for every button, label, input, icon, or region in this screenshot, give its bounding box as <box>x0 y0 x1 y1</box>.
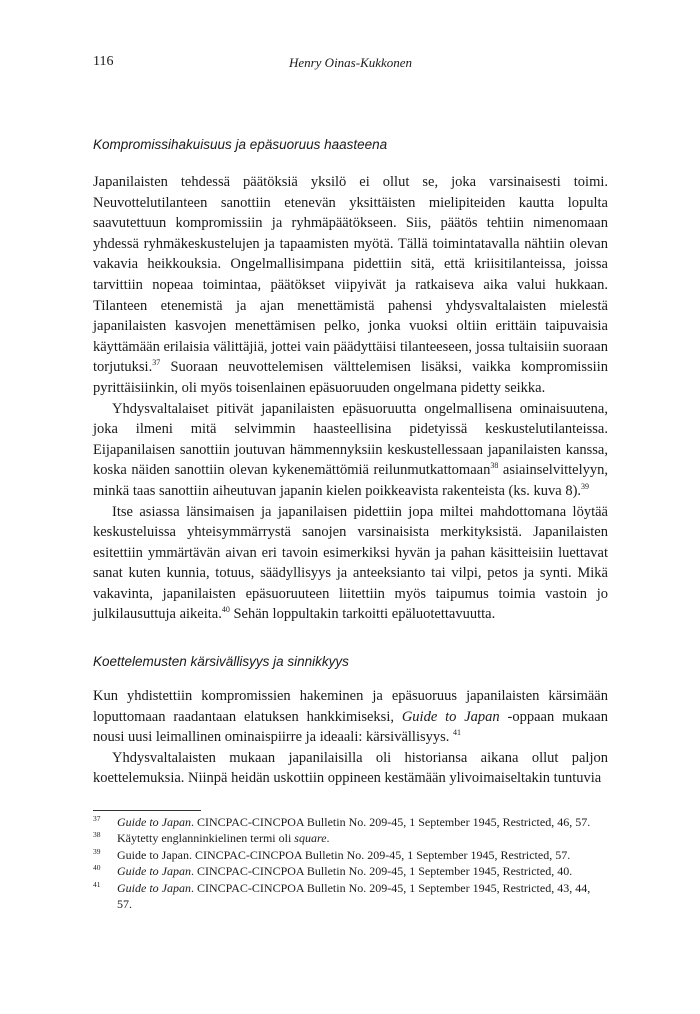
footnote-text: Käytetty englanninkielinen termi oli <box>117 831 295 846</box>
paragraph <box>93 686 608 748</box>
paragraph-text: Suoraan neuvottelemisen välttelemisen lisäksi, vaikka kompromissiin pyrittäisiinkin, oli myös toisenlainen epäsuoruuden ongelmana pidetty seikka. <box>93 359 608 396</box>
footnote <box>93 847 608 863</box>
footnote-text: . CINCPAC-CINCPOA Bulletin No. 209-45, 1 September 1945, Restricted, 46, 57. <box>191 815 591 829</box>
running-title: Henry Oinas-Kukkonen <box>288 55 413 70</box>
footnote-number: 41 <box>93 879 101 889</box>
footnote-ref[interactable]: 39 <box>581 481 590 491</box>
footnote-text: Guide to Japan. CINCPAC-CINCPOA Bulletin No. 209-45, 1 September 1945, Restricted, 57. <box>117 847 571 862</box>
footnote <box>93 830 608 846</box>
paragraph-text: Yhdysvaltalaiset pitivät japanilaisten epäsuoruutta ongelmallisena ominaisuutena, joka ilmeni mitä selvimmin haasteellisina pidetyissä keskustelutilanteissa. Eijapanilaisen sanottiin joutuvan hämmennyksiin keskustellessaan japanilaisten kanssa, koska näiden sanottiin olevan kykenemättömiä reilunmutkattomaan <box>93 400 608 479</box>
footnote-italic: Guide to Japan <box>117 815 191 829</box>
paragraph-text: Yhdysvaltalaisten mukaan japanilaisilla oli historiansa aikana ollut paljon koettelemuksia. Niinpä heidän uskottiin oppineen kestämään ylivoimaiseltakin tuntuvia <box>93 749 608 787</box>
footnote-text: . CINCPAC-CINCPOA Bulletin No. 209-45, 1 September 1945, Restricted, 40. <box>191 864 573 879</box>
section-heading-2: Koettelemusten kärsivällisyys ja sinnikkyys <box>93 654 349 669</box>
footnote-number: 40 <box>93 863 101 873</box>
footnote-italic: square <box>294 831 327 846</box>
paragraph-text: Sehän loppultakin tarkoitti epäluotettavuutta. <box>229 606 496 623</box>
paragraph <box>93 748 608 789</box>
footnote-italic: Guide to Japan <box>117 880 191 895</box>
footnote-ref[interactable]: 41 <box>453 728 462 738</box>
paragraph-text: Itse asiassa länsimaisen ja japanilaisen pidettiin jopa miltei mahdottomana löytää keskusteluissa yhteisymmärrystä sanojen varsinaisista merkityksistä. Japanilaisten esitettiin ymmärtävän aivan eri tavoin esimerkiksi hyvän ja pahan käsitteisiin luettavat sanat kuten kunnia, totuus, säädyllisyys ja anteeksianto tai vilpi, petos ja synti. Mikä vakavinta, japanilaisten epäsuoruuteen liitettiin myös taipumus toimia vastoin jo julkilausuttuja aikeita. <box>93 503 608 623</box>
footnote-number: 38 <box>93 830 101 840</box>
footnote-ref[interactable]: 40 <box>221 605 230 615</box>
footnote-number: 37 <box>93 814 101 823</box>
footnote-italic: Guide to Japan <box>117 864 191 879</box>
paragraph-text: Kun yhdistettiin kompromissien hakeminen ja epäsuoruus japanilaisten kärsimään loputtomaan raadantaan elatuksen hankkimiseksi, <box>93 688 608 725</box>
footnote <box>93 880 608 913</box>
section-body-2 <box>93 686 608 789</box>
paragraph <box>93 172 608 399</box>
footnote-text: . <box>326 831 330 846</box>
paragraph <box>93 502 608 626</box>
page-header <box>93 54 608 74</box>
paragraph-text: asiainselvittelyyn, minkä taas sanottiin aiheutuvan japanin kielen poikkeavista rakenteista (ks. kuva 8). <box>93 462 608 499</box>
footnote-text: . CINCPAC-CINCPOA Bulletin No. 209-45, 1 September 1945, Restricted, 43, 44, 57. <box>117 880 591 912</box>
section-body-1 <box>93 172 608 625</box>
footnote <box>93 863 608 879</box>
paragraph-text: Japanilaisten tehdessä päätöksiä yksilö ei ollut se, joka varsinaisesti toimi. Neuvottelutilanteen sanottiin etenevän yksittäisten mielipiteiden kautta lopulta saavutettuun kompromissiin ja ryhmäpäätökseen. Siis, päätös tehtiin nimenomaan yhdessä ryhmäkeskustelujen ja tapaamisten myötä. Tällä toimintatavalla nähtiin olevan vakavia heikkouksia. Ongelmallisimpana pidettiin sitä, että kriisitilanteissa, joissa tarvittiin nopeaa toimintaa, päätökset viipyivät ja ratkaiseva aika valui hukkaan. Tilanteen etenemistä ja ajan menettämistä pahensi yhdysvaltalaisten mielestä japanilaisten kasvojen menettämisen pelko, jonka vuoksi oltiin erittäin taipuvaisia käyttämään erilaisia välittäjiä, jottei vain päädyttäisi tilanteeseen, jossa tultaisiin suoraan torjutuksi. <box>93 174 608 376</box>
footnote-number: 39 <box>93 846 101 856</box>
page-number: 116 <box>93 54 114 69</box>
italic-title: Guide to Japan <box>401 708 500 725</box>
section-heading-1: Kompromissihakuisuus ja epäsuoruus haasteena <box>93 137 388 152</box>
footnote-rule <box>93 810 201 811</box>
footnotes <box>93 814 608 912</box>
footnote-ref[interactable]: 38 <box>490 461 499 471</box>
footnote-ref[interactable]: 37 <box>152 358 161 368</box>
paragraph-text: -oppaan mukaan nousi uusi leimallinen ominaispiirre ja ideaali: kärsivällisyys. <box>93 708 608 746</box>
footnote <box>93 814 608 830</box>
paragraph <box>93 399 608 502</box>
